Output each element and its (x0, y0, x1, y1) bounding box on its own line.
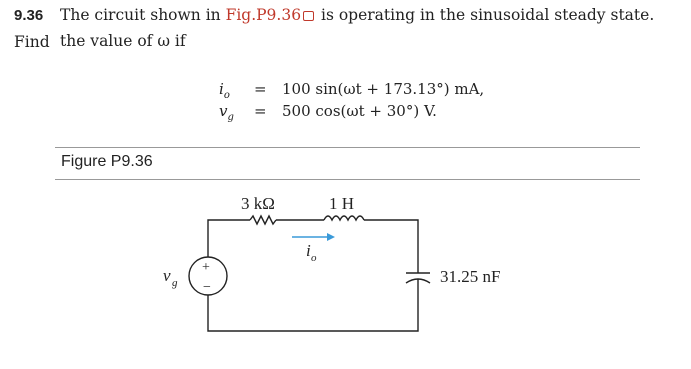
source-label-sub: g (172, 277, 178, 289)
capacitor-label: 31.25 nF (440, 267, 501, 286)
problem-text-before: The circuit shown in (60, 6, 226, 24)
wire-top-left (208, 220, 250, 222)
source-label: v (163, 266, 171, 285)
equation-io-lhs: $i_o$ (219, 80, 230, 101)
resistor-label: 3 kΩ (241, 194, 275, 213)
problem-text-after: is operating in the sinusoidal steady state. Find (14, 6, 655, 51)
source-plus-sign: + (202, 260, 210, 275)
equation-io-rhs: 100 sin(ωt + 173.13°) mA, (282, 80, 485, 98)
figure-link[interactable]: Fig.P9.36 (225, 6, 302, 24)
inductor-label: 1 H (329, 194, 355, 213)
wire-top-right (364, 220, 418, 273)
equation-vg-lhs: $v_g$ (219, 102, 234, 123)
equation-io-equals: = (254, 80, 267, 98)
current-label-sub: o (311, 252, 317, 264)
source-minus-sign: − (203, 280, 211, 295)
problem-line-2: the value of ω if (60, 32, 186, 50)
current-arrow-head (327, 233, 335, 241)
current-label: i (306, 241, 311, 260)
figure-title: Figure P9.36 (61, 153, 153, 170)
equation-vg-rhs: 500 cos(ωt + 30°) V. (282, 102, 437, 120)
inductor-symbol (324, 216, 364, 220)
problem-number: 9.36 (14, 7, 44, 24)
equation-vg-equals: = (254, 102, 267, 120)
resistor-symbol (250, 216, 276, 224)
wire-bottom (208, 279, 418, 331)
